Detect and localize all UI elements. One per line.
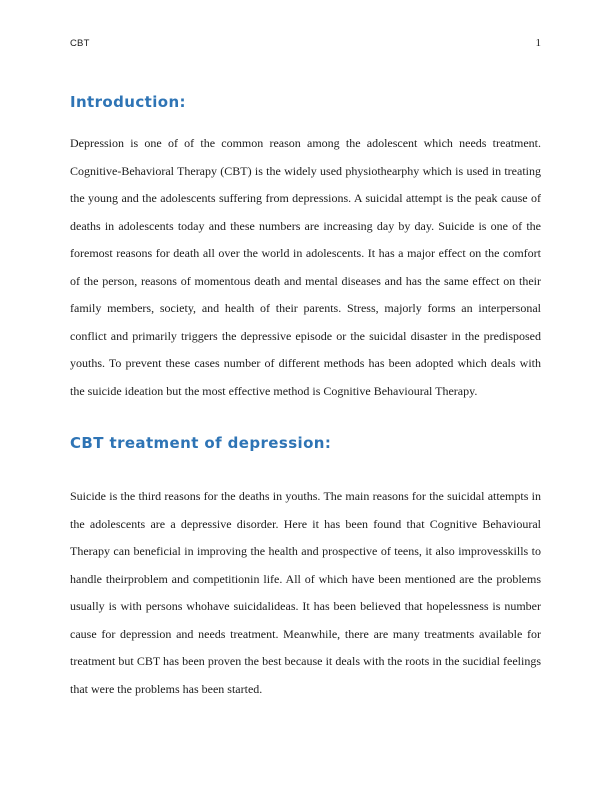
- paragraph-introduction: Depression is one of of the common reason among the adolescent which needs treatment. Cognitive-Behavioral Therapy (CBT) is the widely used physiothearphy which is used in treating the young and the adolescents suffering from depressions. A suicidal attempt is the peak cause of deaths in adolescents today and these numbers are increasing day by day. Suicide is one of the foremost reasons for death all over the world in adolescents. It has a major effect on the comfort of the person, reasons of momentous death and mental diseases and has the same effect on their family members, society, and health of their parents. Stress, majorly forms an interpersonal conflict and primarily triggers the depressive episode or the suicidal disaster in the predisposed youths. To prevent these cases number of different methods has been adopted which deals with the suicide ideation but the most effective method is Cognitive Behavioural Therapy.: [70, 136, 541, 398]
- section-heading-cbt-treatment: CBT treatment of depression:: [70, 434, 332, 452]
- paragraph-cbt-treatment: Suicide is the third reasons for the deaths in youths. The main reasons for the suicidal attempts in the adolescents are a depressive disorder. Here it has been found that Cognitive Behavioural Therapy can beneficial in improving the health and prospective of teens, it also improvesskills to handle theirproblem and competitionin life. All of which have been mentioned are the problems usually is with persons whohave suicidalideas. It has been believed that hopelessness is number cause for depression and needs treatment. Meanwhile, there are many treatments available for treatment but CBT has been proven the best because it deals with the roots in the sucidial feelings that were the problems has been started.: [70, 489, 541, 696]
- running-header-title: CBT: [70, 38, 90, 49]
- page-header: [70, 37, 541, 49]
- section-heading-introduction: Introduction:: [70, 93, 186, 111]
- page-number: 1: [535, 37, 541, 49]
